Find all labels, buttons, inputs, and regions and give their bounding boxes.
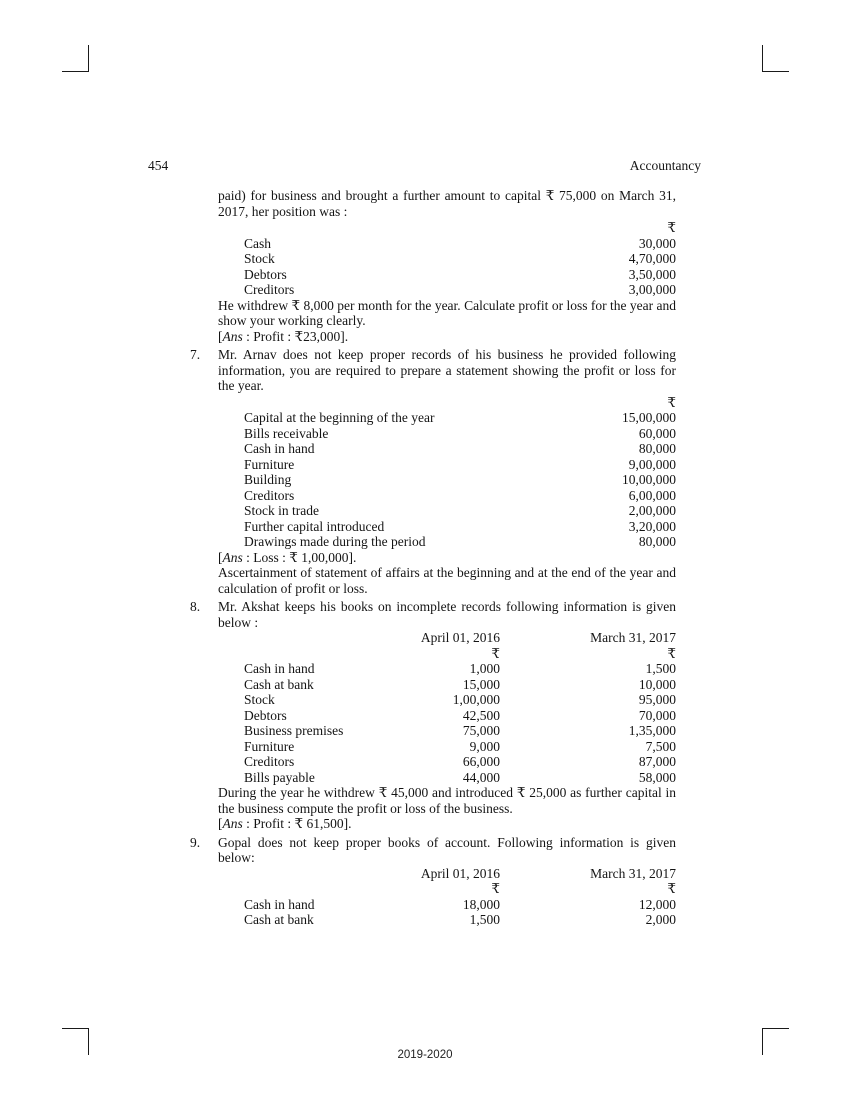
row-label: Cash at bank [244,912,314,927]
table-row [218,661,676,677]
currency-header: ₹ [667,220,676,235]
table-row [218,754,676,770]
answer-text: : Loss : ₹ 1,00,000]. [242,549,357,565]
row-label: Stock [244,251,275,266]
question-8-outro: During the year he withdrew ₹ 45,000 and introduced ₹ 25,000 as further capital in the business compute the profit or loss of the business. [218,785,676,816]
column-header-2: March 31, 2017 [590,630,676,645]
row-label: Bills payable [244,769,315,785]
row-label: Creditors [244,282,295,297]
row-label: Building [244,472,292,487]
row-amount-1: 15,000 [462,676,500,692]
row-label: Business premises [244,723,344,738]
spacer [218,881,380,897]
column-header-2: March 31, 2017 [590,865,676,881]
page-number: 454 [148,158,169,173]
row-label: Creditors [244,487,295,503]
spacer [218,646,380,662]
row-label: Stock [244,692,275,707]
table-row [218,267,676,283]
row-label: Capital at the beginning of the year [244,410,435,425]
row-label: Bills receivable [244,425,329,441]
table-row [218,677,676,693]
row-amount: 80,000 [638,441,676,456]
row-amount: 3,00,000 [628,282,676,297]
row-label: Cash in hand [244,441,315,456]
answer-label: Ans [222,816,243,831]
edition-footer: 2019-2020 [397,1049,453,1061]
table-row [218,236,676,252]
table-row [218,472,676,488]
answer-bracket: [ [218,328,223,344]
question-number: 7. [190,347,201,362]
row-amount-2: 58,000 [638,769,676,785]
row-amount-2: 7,500 [645,738,676,754]
currency-header: ₹ [667,394,676,410]
row-amount-1: 66,000 [462,754,500,769]
row-amount: 30,000 [638,235,676,251]
row-label: Further capital introduced [244,518,385,534]
table-row [218,770,676,786]
table-row [218,723,676,739]
currency-symbol: ₹ [667,645,676,661]
answer-text: : Profit : ₹23,000]. [242,328,349,344]
question-7-note: Ascertainment of statement of affairs at the beginning and at the end of the year and calculation of profit or loss. [218,565,676,596]
table-row [218,739,676,755]
table-row [218,692,676,708]
answer-label: Ans [222,328,243,344]
row-amount-2: 1,500 [645,661,676,676]
question-9 [190,834,676,866]
table-row [218,457,676,473]
row-amount: 3,50,000 [628,266,676,282]
row-label: Cash in hand [244,896,315,912]
row-amount: 80,000 [638,534,676,549]
crop-mark-top-right [762,45,789,72]
row-label: Stock in trade [244,503,319,518]
row-amount-2: 95,000 [638,692,676,707]
row-amount-1: 18,000 [462,896,500,912]
answer-bracket: [ [218,549,223,565]
question-number: 9. [190,834,201,850]
row-amount-1: 75,000 [462,723,500,738]
row-amount-1: 44,000 [462,769,500,785]
answer-bracket: [ [218,816,223,831]
row-amount-1: 1,500 [469,912,500,927]
answer-line [218,329,676,345]
page-content [190,188,676,928]
table-row [218,912,676,928]
answer-text: : Profit : ₹ 61,500]. [242,816,352,831]
question-text: Mr. Arnav does not keep proper records of his business he provided following information, you are required to prepare a statement showing the profit or loss for the year. [218,347,676,393]
row-label: Cash at bank [244,676,314,692]
row-label: Furniture [244,456,295,472]
currency-symbol: ₹ [491,881,500,896]
table-row [218,534,676,550]
currency-symbol: ₹ [491,645,500,661]
running-head [148,158,701,174]
row-label: Cash [244,235,271,251]
table-row [218,488,676,504]
row-amount-2: 12,000 [638,896,676,912]
row-amount: 6,00,000 [628,487,676,503]
answer-line [218,550,676,566]
question-7 [190,347,676,394]
question-number: 8. [190,599,201,614]
answer-label: Ans [222,549,243,565]
row-label: Cash in hand [244,661,315,676]
row-amount: 9,00,000 [628,456,676,472]
row-label: Debtors [244,707,287,723]
table-row [218,426,676,442]
row-amount-2: 10,000 [638,676,676,692]
row-amount: 4,70,000 [628,251,676,266]
subject-title: Accountancy [629,158,701,173]
row-amount-1: 42,500 [462,707,500,723]
row-amount: 60,000 [638,425,676,441]
spacer [218,866,380,882]
column-header-1: April 01, 2016 [420,630,500,645]
table-row [218,519,676,535]
row-amount: 2,00,000 [628,503,676,518]
row-amount: 15,00,000 [622,410,676,425]
table-row [218,282,676,298]
question-8 [190,599,676,630]
currency-header-row [218,881,676,897]
row-amount: 10,00,000 [622,472,676,487]
table-row [218,410,676,426]
row-amount-2: 1,35,000 [628,723,676,738]
column-header-row [218,866,676,882]
row-amount-2: 87,000 [638,754,676,769]
question-text: Mr. Akshat keeps his books on incomplete records following information is given below : [218,599,676,630]
question-6-outro: He withdrew ₹ 8,000 per month for the year. Calculate profit or loss for the year and show your working clearly. [218,297,676,328]
row-label: Drawings made during the period [244,534,426,549]
row-amount: 3,20,000 [628,518,676,534]
answer-line [218,816,676,832]
table-row [218,708,676,724]
row-amount-2: 70,000 [638,707,676,723]
table-row [218,503,676,519]
question-6-text: paid) for business and brought a further amount to capital ₹ 75,000 on March 31, 2017, her position was : [218,188,676,219]
row-amount-1: 1,000 [469,661,500,676]
spacer [218,630,380,646]
crop-mark-top-left [62,45,89,72]
column-header-row [218,630,676,646]
row-amount-2: 2,000 [645,912,676,927]
row-amount-1: 1,00,000 [452,692,500,707]
row-label: Debtors [244,266,287,282]
question-text: Gopal does not keep proper books of account. Following information is given below: [218,834,676,865]
currency-header-row [218,646,676,662]
currency-symbol: ₹ [667,881,676,896]
row-label: Creditors [244,754,295,769]
row-amount-1: 9,000 [469,738,500,754]
table-row [218,251,676,267]
table-row [218,441,676,457]
column-header-1: April 01, 2016 [420,865,500,881]
table-row [218,897,676,913]
row-label: Furniture [244,738,295,754]
